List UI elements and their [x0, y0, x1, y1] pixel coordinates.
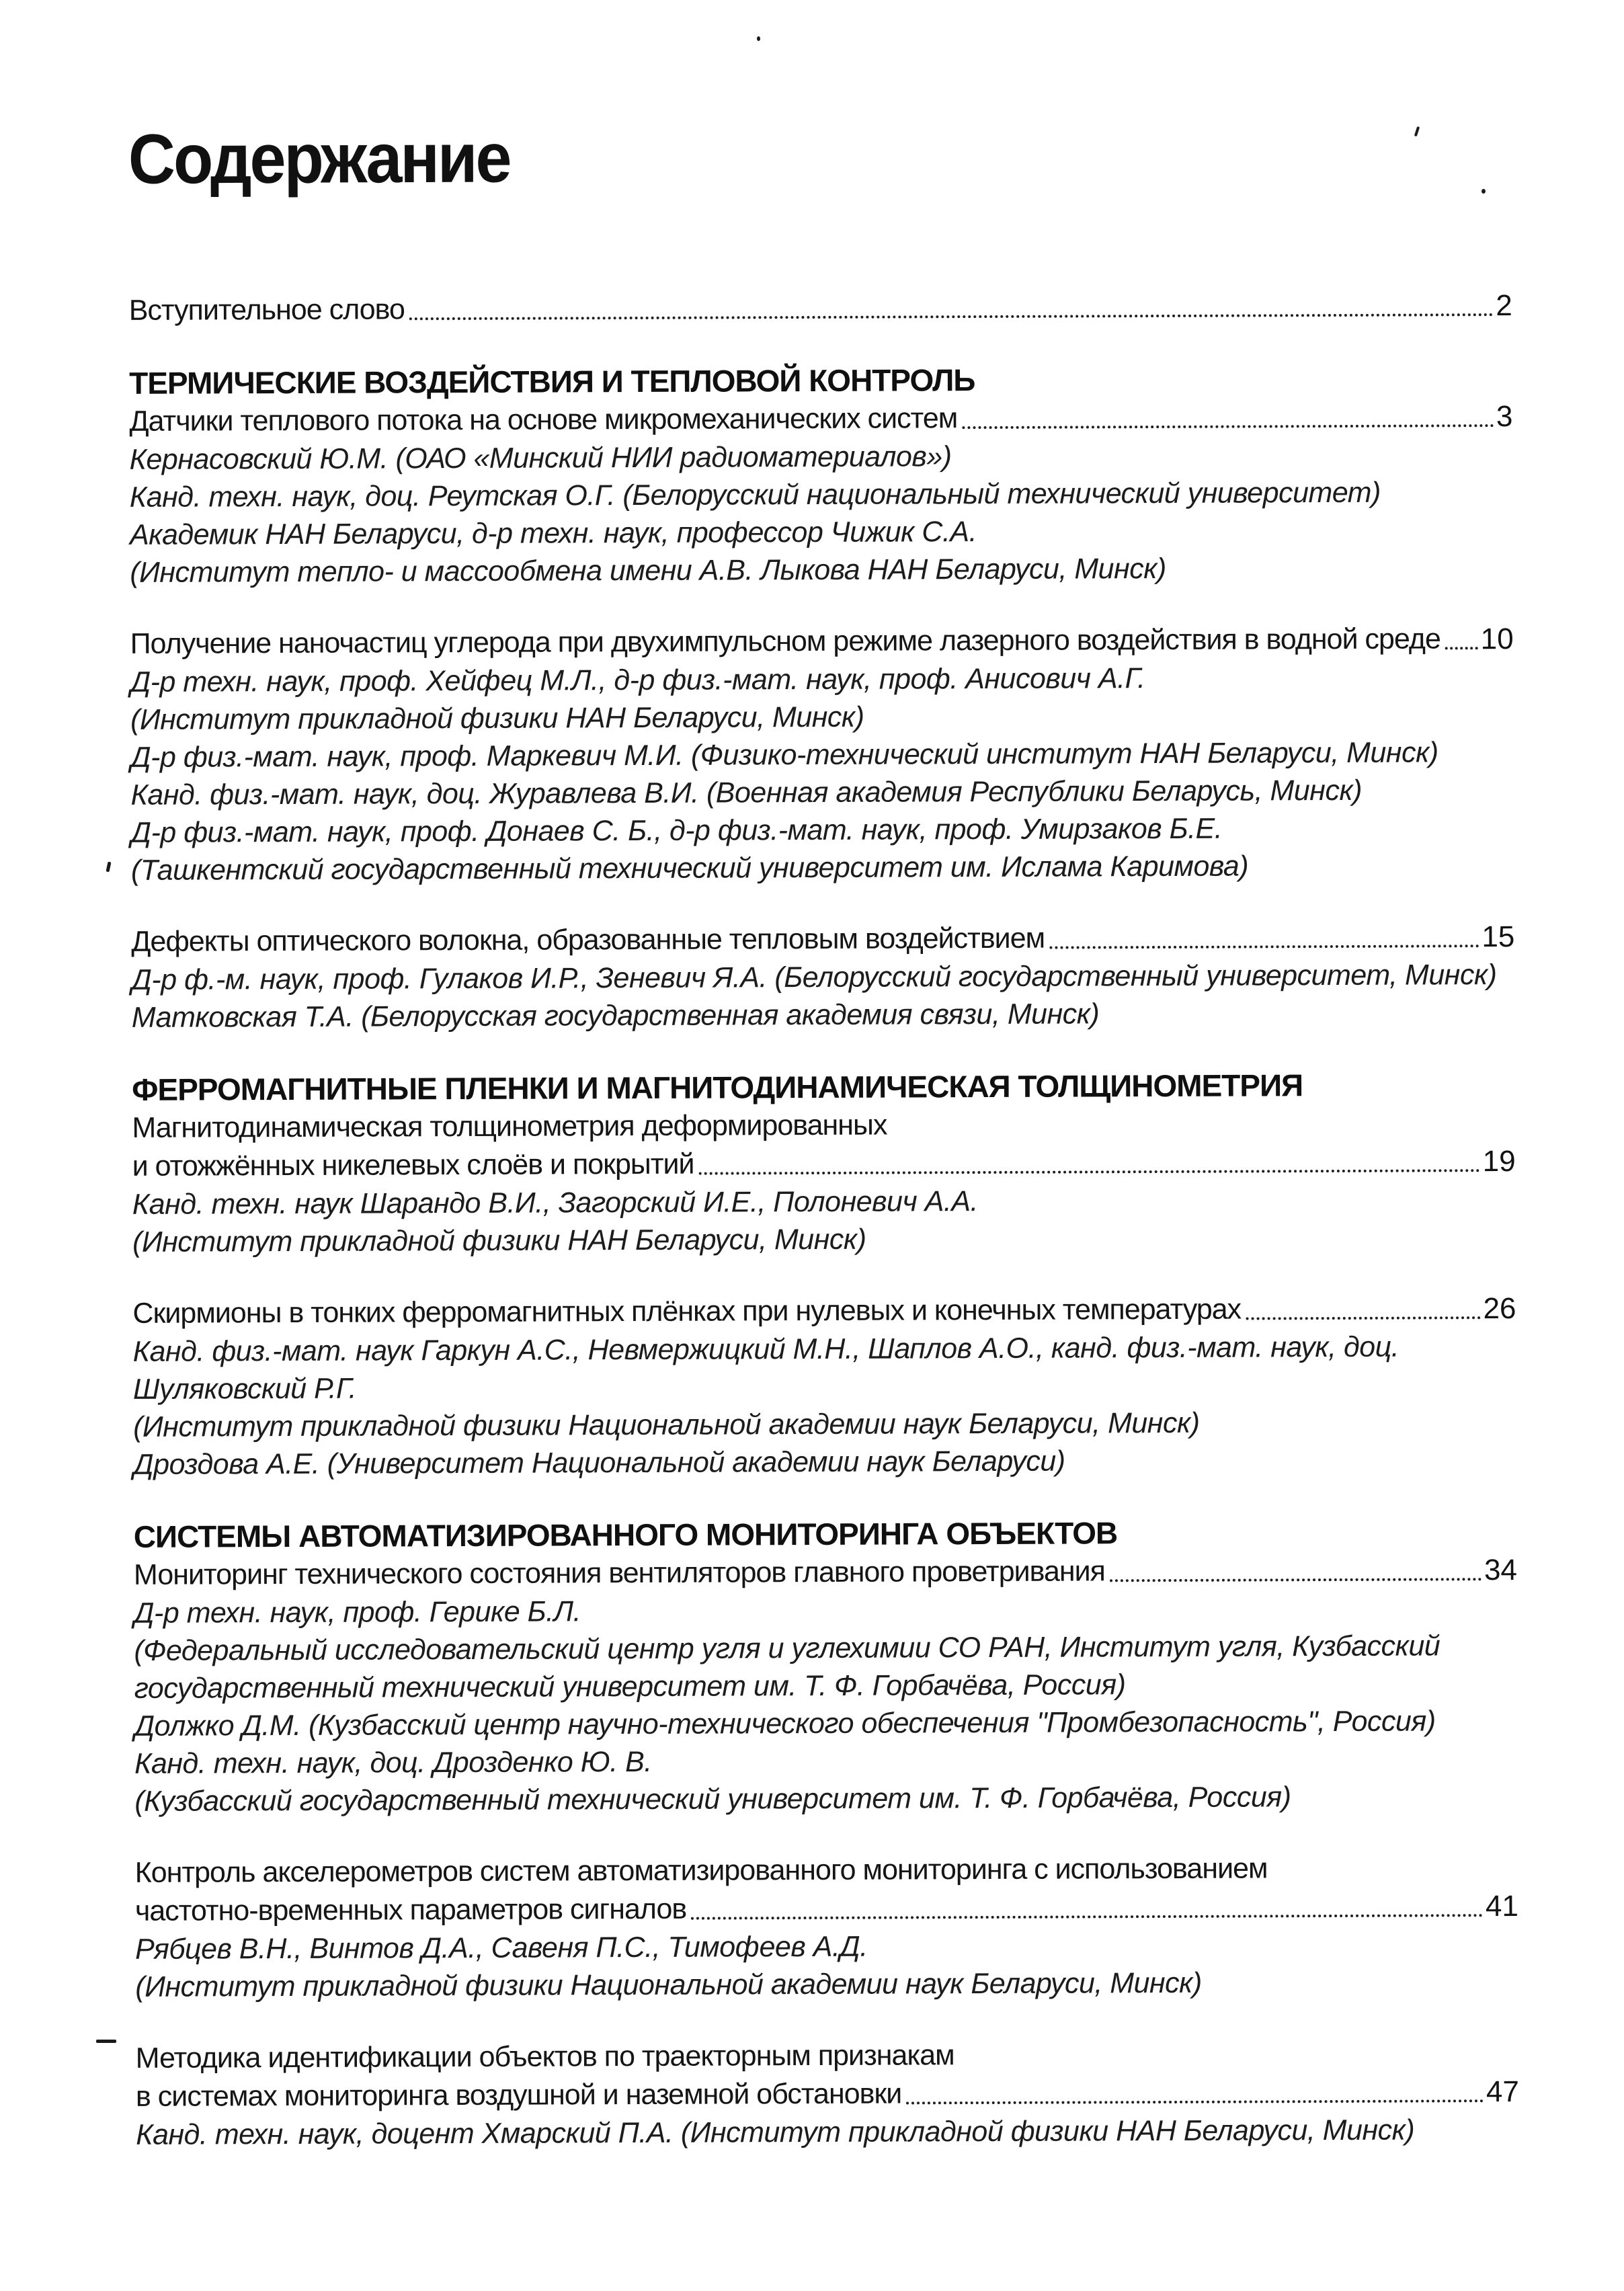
toc-line: [129, 397, 1512, 441]
author-line: государственный технический университет им. Т. Ф. Горбачёва, Россия): [134, 1669, 1126, 1705]
author-line: Д-р ф.-м. наук, проф. Гулаков И.Р., Зеневич Я.А. (Белорусский государственный университет, Минск): [131, 958, 1497, 996]
author-line: Канд. техн. наук, доцент Хмарский П.А. (Институт прикладной физики НАН Беларуси, Минск): [136, 2114, 1415, 2151]
entry-title: Контроль акселерометров систем автоматизированного мониторинга с использованием: [134, 1852, 1268, 1889]
author-line: Рябцев В.Н., Винтов Д.А., Савеня П.С., Тимофеев А.Д.: [135, 1930, 868, 1966]
toc-entry: [136, 2034, 1520, 2154]
entry-title: Магнитодинамическая толщинометрия деформированных: [132, 1109, 887, 1144]
toc-line: [130, 620, 1514, 664]
toc-entry: [129, 397, 1513, 592]
author-line: Матковская Т.А. (Белорусская государственная академия связи, Минск): [131, 998, 1100, 1034]
author-line: Дроздова А.Е. (Университет Национальной академии наук Беларуси): [133, 1445, 1065, 1481]
dotted-leader: [962, 424, 1494, 429]
scan-artifact-dash: [96, 2040, 116, 2043]
dotted-leader: [1049, 944, 1479, 949]
entry-title: Дефекты оптического волокна, образованные тепловым воздействием: [131, 922, 1045, 958]
page-number: 41: [1485, 1889, 1518, 1923]
toc-entry: [130, 620, 1514, 889]
author-line: Канд. техн. наук Шарандо В.И., Загорский И.Е., Полоневич А.А.: [132, 1184, 979, 1221]
entry-title: Датчики теплового потока на основе микромеханических систем: [129, 402, 958, 438]
author-line: Д-р техн. наук, проф. Хейфец М.Л., д-р физ.-мат. наук, проф. Анисович А.Г.: [130, 661, 1145, 698]
section-heading-thermal: ТЕРМИЧЕСКИЕ ВОЗДЕЙСТВИЯ И ТЕПЛОВОЙ КОНТРОЛЬ: [129, 362, 975, 401]
toc-entry: [135, 1849, 1519, 2006]
toc-entry: [131, 918, 1515, 1037]
page-title: Содержание: [128, 118, 510, 199]
entry-title: Методика идентификации объектов по траекторным признакам: [135, 2039, 955, 2075]
toc-line: [132, 1104, 1515, 1148]
page-number: 26: [1483, 1291, 1516, 1326]
dotted-leader: [1445, 647, 1478, 649]
page-number: 2: [1496, 288, 1512, 322]
author-line: (Институт прикладной физики Национальной академии наук Беларуси, Минск): [133, 1406, 1200, 1443]
page-number: 19: [1482, 1144, 1516, 1178]
dotted-leader: [409, 313, 1493, 320]
entry-title: в системах мониторинга воздушной и наземной обстановки: [135, 2077, 902, 2113]
toc-line: [132, 1142, 1516, 1186]
entry-title: Мониторинг технического состояния вентиляторов главного проветривания: [133, 1555, 1106, 1591]
author-line: (Институт тепло- и массообмена имени А.В. Лыкова НАН Беларуси, Минск): [130, 552, 1166, 589]
author-line: (Ташкентский государственный технический университет им. Ислама Каримова): [130, 850, 1249, 887]
entry-title: и отожжённых никелевых слоёв и покрытий: [132, 1148, 694, 1182]
author-line: Кернасовский Ю.М. (ОАО «Минский НИИ радиоматериалов»): [129, 440, 952, 476]
dotted-leader: [699, 1169, 1480, 1174]
author-line: (Институт прикладной физики НАН Беларуси, Минск): [130, 700, 864, 736]
page-number: 34: [1484, 1553, 1518, 1587]
page-number: 3: [1496, 399, 1513, 433]
author-line: Канд. техн. наук, доц. Дрозденко Ю. В.: [134, 1745, 652, 1780]
dotted-leader: [906, 2099, 1484, 2104]
toc-line: [131, 918, 1514, 961]
toc-line: [135, 1887, 1518, 1931]
toc-line: [129, 286, 1512, 330]
author-line: (Федеральный исследовательский центр угля и углехимии СО РАН, Институт угля, Кузбасский: [134, 1630, 1440, 1667]
scan-artifact-dot: [1481, 189, 1486, 194]
page-number: 47: [1486, 2075, 1520, 2109]
author-line: (Институт прикладной физики НАН Беларуси, Минск): [132, 1223, 866, 1258]
page-number: 10: [1480, 622, 1514, 656]
entry-title: Скирмионы в тонких ферромагнитных плёнках при нулевых и конечных температурах: [132, 1293, 1242, 1330]
page-number: 15: [1481, 920, 1515, 954]
entry-title: частотно-временных параметров сигналов: [134, 1892, 687, 1927]
author-line: (Институт прикладной физики Национальной академии наук Беларуси, Минск): [135, 1966, 1202, 2003]
author-line: Канд. физ.-мат. наук Гаркун А.С., Невмержицкий М.Н., Шаплов А.О., канд. физ.-мат. наук, доц. Шуляковский Р.Г.: [132, 1330, 1399, 1406]
entry-title: Получение наночастиц углерода при двухимпульсном режиме лазерного воздействия в водной среде: [130, 622, 1440, 660]
toc-line: [132, 1289, 1516, 1333]
author-line: Должко Д.М. (Кузбасский центр научно-технического обеспечения "Промбезопасность", Россия): [134, 1705, 1436, 1742]
entry-title: Вступительное слово: [128, 293, 405, 327]
author-line: Д-р физ.-мат. наук, проф. Маркевич М.И. (Физико-технический институт НАН Беларуси, Минск): [130, 736, 1438, 774]
dotted-leader: [1246, 1316, 1480, 1320]
toc-entry: [134, 1551, 1518, 1820]
author-line: Д-р физ.-мат. наук, проф. Донаев С. Б., д-р физ.-мат. наук, проф. Умирзаков Б.Е.: [130, 812, 1223, 849]
toc-line: [136, 2034, 1519, 2078]
scan-artifact-dot: [757, 36, 760, 41]
author-line: Канд. физ.-мат. наук, доц. Журавлева В.И. (Военная академия Республики Беларусь, Минск): [130, 774, 1363, 811]
toc-entry-front-matter: [129, 286, 1512, 330]
section-heading-monitoring: СИСТЕМЫ АВТОМАТИЗИРОВАННОГО МОНИТОРИНГА ОБЪЕКТОВ: [133, 1515, 1118, 1554]
dotted-leader: [1110, 1578, 1481, 1582]
section-heading-ferromagnetic: ФЕРРОМАГНИТНЫЕ ПЛЕНКИ И МАГНИТОДИНАМИЧЕСКАЯ ТОЛЩИНОМЕТРИЯ: [132, 1068, 1303, 1107]
toc-line: [135, 1849, 1518, 1892]
author-line: (Кузбасский государственный технический университет им. Т. Ф. Горбачёва, Россия): [134, 1781, 1291, 1818]
toc-entry: [132, 1104, 1516, 1261]
author-line: Академик НАН Беларуси, д-р техн. наук, профессор Чижик С.А.: [129, 515, 977, 551]
toc-entry: [132, 1289, 1516, 1484]
author-line: Д-р техн. наук, проф. Герике Б.Л.: [134, 1595, 581, 1630]
dotted-leader: [691, 1914, 1483, 1920]
author-line: Канд. техн. наук, доц. Реутская О.Г. (Белорусский национальный технический университет): [129, 476, 1381, 514]
toc-line: [134, 1551, 1517, 1595]
toc-line: [136, 2073, 1519, 2116]
